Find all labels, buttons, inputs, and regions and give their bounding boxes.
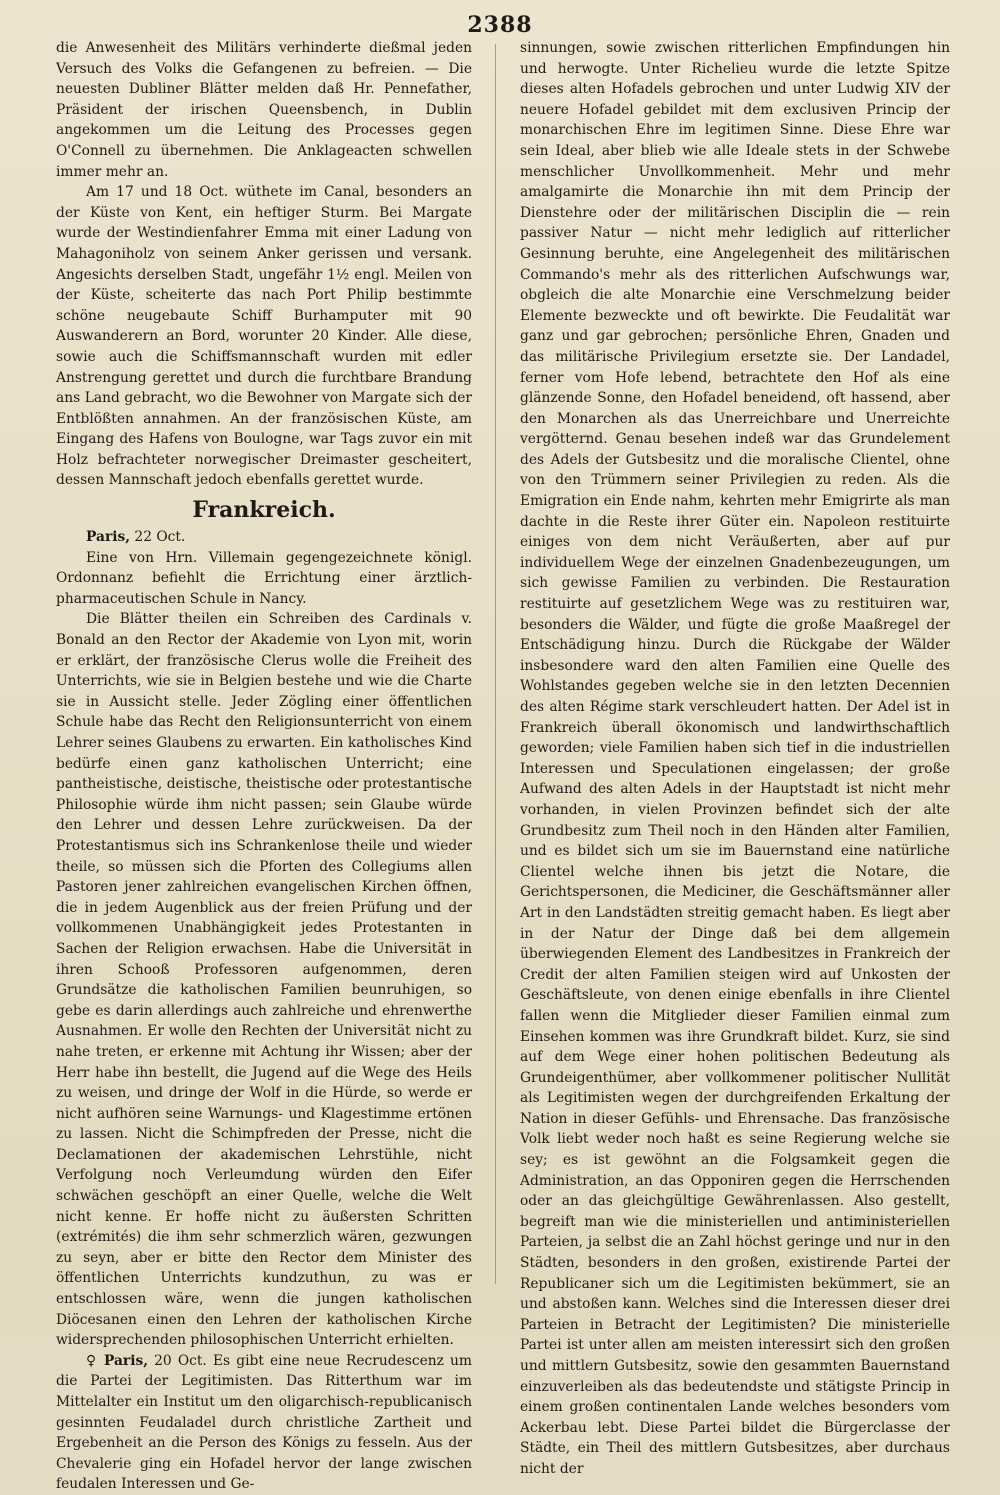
dateline-city: Paris, xyxy=(103,1352,149,1369)
dateline-date: 22 Oct. xyxy=(130,529,186,546)
article-paragraph: Eine von Hrn. Villemain gegengezeichnete königl. Ordonnanz befiehlt die Errichtung einer ärztlich-pharmaceutischen Schule in Nancy. xyxy=(56,549,472,607)
paragraph-text: 20 Oct. Es gibt eine neue Recrudescenz um die Partei der Legitimisten. Das Ritterthum war im Mittelalter ein Institut um den oligarchisch-republicanisch gesinnten Feudaladel durch christliche Zartheit und Ergebenheit an die Person des Königs zu fesseln. Aus der Chevalerie ging ein Hofadel hervor der lange zwischen feudalen Interessen und Ge- xyxy=(56,1352,472,1493)
dateline xyxy=(56,527,472,548)
article-paragraph: die Anwesenheit des Militärs verhinderte dießmal jeden Versuch des Volks die Gefangenen zu befreien. — Die neuesten Dubliner Blätter melden daß Hr. Pennefather, Präsident der irischen Queensbench, in Dublin angekommen um die Leitung des Processes gegen O'Connell zu übernehmen. Die Anklageacten schwellen immer mehr an. xyxy=(56,40,472,180)
column-divider xyxy=(495,44,496,1284)
dateline-city: Paris, xyxy=(86,529,131,546)
section-heading: Frankreich. xyxy=(192,497,336,524)
article-paragraph xyxy=(56,1351,472,1495)
left-column xyxy=(56,38,472,1495)
correspondent-mark: ♀ xyxy=(86,1352,98,1369)
article-paragraph: Am 17 und 18 Oct. wüthete im Canal, besonders an der Küste von Kent, ein heftiger Sturm. Bei Margate wurde der Westindienfahrer Emma mit einer Ladung von Mahagoniholz von seinem Anker gerissen und versank. Angesichts derselben Stadt, ungefähr 1½ engl. Meilen von der Küste, scheiterte das nach Port Philip bestimmte schöne neugebaute Schiff Burhamputer mit 90 Auswanderern an Bord, worunter 20 Kinder. Alle diese, sowie auch die Schiffsmannschaft wurden mit edler Anstrengung gerettet und durch die furchtbare Brandung ans Land gebracht, wo die Bewohner von Margate sich der Entblößten annahmen. An der französischen Küste, am Eingang des Hafens von Boulogne, war Tags zuvor ein mit Holz befrachteter norwegischer Dreimaster gescheitert, dessen Mannschaft jedoch ebenfalls gerettet wurde. xyxy=(56,184,472,489)
right-column xyxy=(520,38,950,1480)
page-number: 2388 xyxy=(467,12,533,38)
article-paragraph: Die Blätter theilen ein Schreiben des Cardinals v. Bonald an den Rector der Akademie von Lyon mit, worin er erklärt, der französische Clerus wolle die Freiheit des Unterrichts, wie sie in Belgien bestehe und wie die Charte sie in Aussicht stelle. Jeder Zögling einer öffentlichen Schule habe das Recht den Religionsunterricht von einem Lehrer seines Glaubens zu erwarten. Ein katholisches Kind bedürfe einen ganz katholischen Unterricht; eine pantheistische, deistische, theistische oder protestantische Philosophie würde ihm nicht passen; sein Glaube würde den Lehrer und dessen Lehre zurückweisen. Da der Protestantismus sich ins Schrankenlose theile und wieder theile, so müssen sich die Pforten des Collegiums allen Pastoren jener zahlreichen evangelischen Kirchen öffnen, die in jedem Augenblick aus der freien Prüfung und der vollkommenen Unabhängigkeit jedes Protestanten in Sachen der Religion erwachsen. Habe die Universität in ihren Schooß Professoren aufgenommen, deren Grundsätze die katholischen Familien beunruhigen, so gebe es darin allerdings auch zahlreiche und ehrenwerthe Ausnahmen. Er wolle den Rechten der Universität nicht zu nahe treten, er erkenne mit Achtung ihr Wissen; aber der Herr habe ihn bestellt, die Jugend auf die Wege des Heils zu weisen, und dringe der Wolf in die Hürde, so werde er nicht aufhören seine Warnungs- und Klagestimme ertönen zu lassen. Nicht die Schimpfreden der Presse, nicht die Declamationen der akademischen Lehrstühle, nicht Verfolgung noch Verleumdung würden den Eifer schwächen geschöpft an einer Quelle, welche die Welt nicht kenne. Er hoffe nicht zu äußersten Schritten (extrémités) die ihm sehr schmerzlich wären, gezwungen zu seyn, aber er bitte den Rector dem Minister des öffentlichen Unterrichts kundzuthun, zu was er entschlossen wäre, wenn die jungen katholischen Diöcesanen einen den Lehren der katholischen Kirche widersprechenden philosophischen Unterricht erhielten. xyxy=(56,611,472,1349)
article-paragraph: sinnungen, sowie zwischen ritterlichen Empfindungen hin und herwogte. Unter Richelieu wurde die letzte Spitze dieses alten Hofadels gebrochen und unter Ludwig XIV der neuere Hofadel gebildet mit dem exclusiven Princip der monarchischen Ehre im legitimen Sinne. Diese Ehre war sein Ideal, aber blieb wie alle Ideale stets in der Schwebe menschlicher Unvollkommenheit. Mehr und mehr amalgamirte die Monarchie ihn mit dem Princip der Dienstehre oder der militärischen Disciplin die — rein passiver Natur — nicht mehr lediglich auf ritterlicher Gesinnung beruhte, eine Angelegenheit des militärischen Commando's mehr als des ritterlichen Aufschwungs war, obgleich die alte Monarchie eine Verschmelzung beider Elemente bezweckte und oft bewirkte. Die Feudalität war ganz und gar gebrochen; persönliche Ehren, Gnaden und das militärische Privilegium ersetzte sie. Der Landadel, ferner vom Hofe lebend, betrachtete den Hof als eine glänzende Sonne, den Hofadel beneidend, oft hassend, aber den Monarchen als das Unerreichbare und Unerreichte vergötternd. Genau besehen indeß war das Grundelement des Adels der Gutsbesitz und die moralische Clientel, ohne von den Trümmern seiner Privilegien zu reden. Als die Emigration ein Ende nahm, kehrten mehr Emigrirte als man dachte in die Reste ihrer Güter ein. Napoleon restituirte einiges von dem nicht Veräußerten, aber auf pur individuellem Wege der einzelnen Gnadenbezeugungen, um sich gewisse Familien zu verbinden. Die Restauration restituirte auf gesetzlichem Wege was zu restituiren war, besonders die Wälder, und fügte die große Maaßregel der Entschädigung hinzu. Durch die Rückgabe der Wälder insbesondere ward den alten Familien eine Quelle des Wohlstandes gegeben welche sie in den letzten Decennien des alten Régime stark verschleudert hatten. Der Adel ist in Frankreich überall ökonomisch und landwirthschaftlich geworden; viele Familien haben sich tief in die industriellen Interessen und Speculationen eingelassen; der große Aufwand des alten Adels in der Hauptstadt ist nicht mehr vorhanden, in vielen Provinzen befindet sich der alte Grundbesitz zum Theil noch in den Händen alter Familien, und es bildet sich um sie im Bauernstand eine natürliche Clientel welche ihnen bis jetzt die Notare, die Gerichtspersonen, die Mediciner, die Geschäftsmänner aller Art in den Landstädten streitig gemacht haben. Es liegt aber in der Natur der Dinge daß bei dem allgemein überwiegenden Element des Landbesitzes in Frankreich der Credit der alten Familien steigen wird auf Unkosten der Geschäftsleute, von denen einige ebenfalls in ihre Clientel fallen wenn die Mitglieder dieser Familien einmal zum Einsehen kommen was ihre Grundkraft bildet. Kurz, sie sind auf dem Wege einer hohen politischen Bedeutung als Grundeigenthümer, aber vollkommener politischer Nullität als Legitimisten wegen der durchgreifenden Erkaltung der Nation in dieser Gefühls- und Ehrensache. Das französische Volk liebt weder noch haßt es seine Regierung welche sie sey; es ist gewöhnt an die Folgsamkeit gegen die Administration, an das Opponiren gegen die Herrschenden oder an das gleichgültige Gewährenlassen. Also gestellt, begreift man wie die ministeriellen und antiministeriellen Parteien, ja selbst die an Zahl höchst geringe und nur in den Städten, besonders in den großen, existirende Partei der Republicaner sich um die Legitimisten bekümmert, sie an und abstoßen kann. Welches sind die Interessen dieser drei Parteien in Betracht der Legitimisten? Die ministerielle Partei ist unter allen am meisten interessirt sich den großen und mittlern Gutsbesitz, sowie den gesammten Bauernstand einzuverleiben als das bedeutendste und stätigste Princip in einem großen continentalen Lande welches besonders vom Ackerbau lebt. Diese Partei bildet die Bürgerclasse der Städte, ein Theil des mittlern Gutsbesitzes, aber durchaus nicht der xyxy=(520,40,950,1477)
